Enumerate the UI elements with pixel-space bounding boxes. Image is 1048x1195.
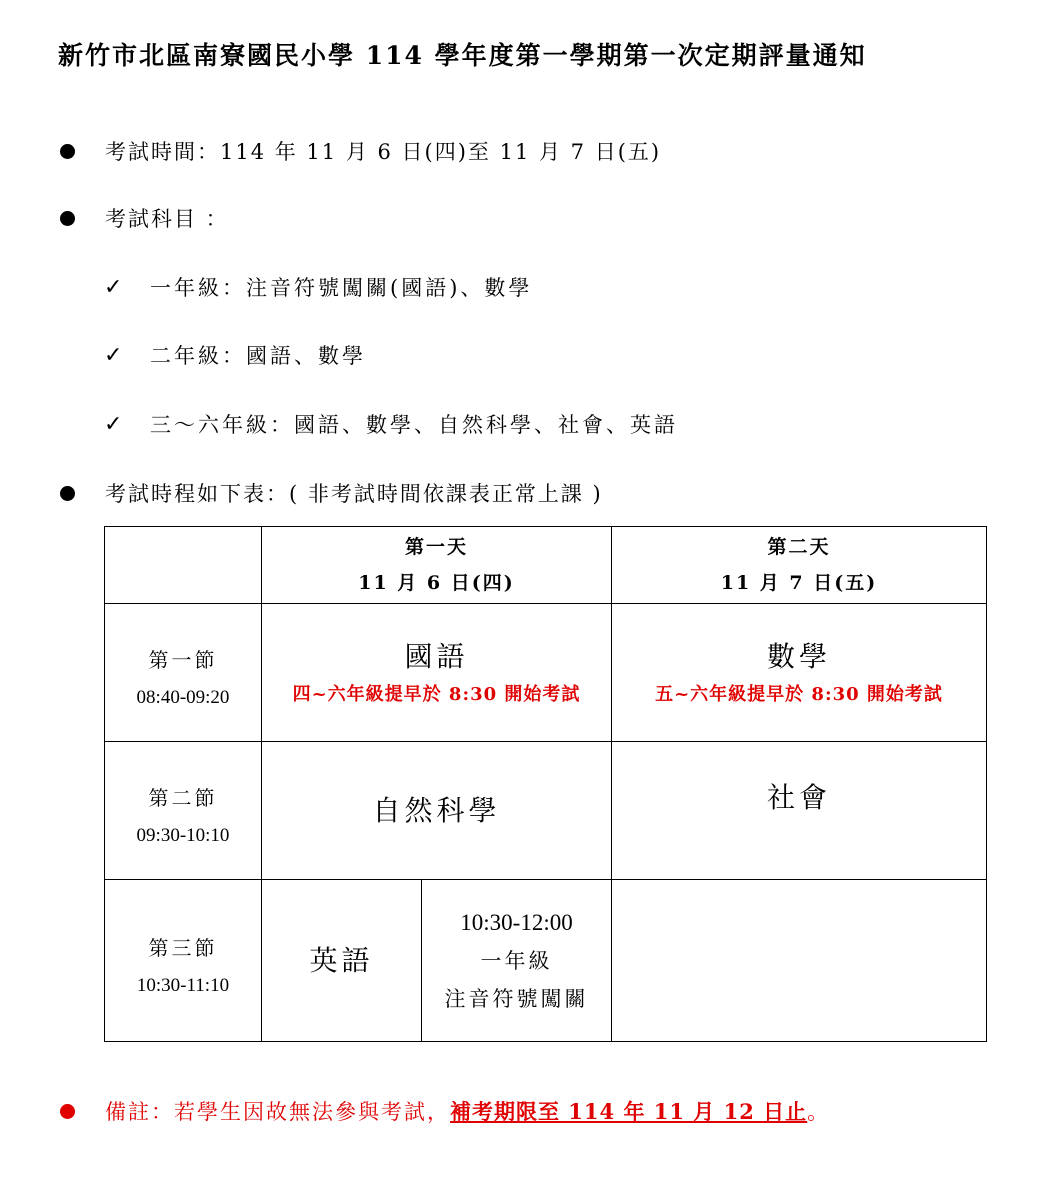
day1-date: 11 月 6 日(四) (358, 572, 515, 594)
schedule-heading-item (60, 478, 603, 508)
subject-name: 自然科學 (372, 793, 501, 827)
schedule-heading-text: 考試時程如下表：( 非考試時間依課表正常上課 ) (105, 482, 603, 506)
table-corner-cell (105, 527, 262, 604)
period-name: 第三節 (148, 935, 218, 960)
period2-day2-cell (612, 742, 987, 880)
day1-label: 第一天 (404, 536, 468, 558)
table-row-period3 (105, 880, 987, 1042)
table-row-period2 (105, 742, 987, 880)
period3-day1-english-cell (262, 880, 422, 1042)
period-name: 第二節 (148, 785, 218, 810)
early-start-note: 四~六年級提早於 8:30 開始考試 (292, 683, 581, 705)
bullet-icon (60, 144, 75, 159)
remark-suffix: 。 (807, 1100, 831, 1124)
period-time: 09:30-10:10 (136, 824, 230, 846)
exam-schedule-table (104, 526, 987, 1042)
period2-day1-cell (262, 742, 612, 880)
bullet-icon (60, 211, 75, 226)
period2-cell (105, 742, 262, 880)
period3-cell (105, 880, 262, 1042)
checkmark-icon: ✓ (104, 411, 123, 437)
subject-name: 社會 (766, 780, 831, 814)
day1-header-cell (262, 527, 612, 604)
table-header-row (105, 527, 987, 604)
exam-time-item (60, 136, 661, 166)
grade1-label: 一年級 (480, 948, 553, 973)
subject-name: 國語 (404, 639, 469, 673)
subject-line-grade3-6 (104, 409, 678, 439)
subject-name: 數學 (766, 639, 831, 673)
exam-time-text: 考試時間：114 年 11 月 6 日(四)至 11 月 7 日(五) (105, 140, 662, 164)
subject-line-grade1 (104, 272, 532, 302)
day2-header-cell (612, 527, 987, 604)
checkmark-icon: ✓ (104, 342, 123, 368)
table-row-period1 (105, 604, 987, 742)
period1-cell (105, 604, 262, 742)
early-start-note: 五~六年級提早於 8:30 開始考試 (655, 683, 943, 705)
subject-line-text: 三～六年級：國語、數學、自然科學、社會、英語 (150, 413, 678, 437)
period-time: 10:30-11:10 (136, 974, 230, 996)
bullet-icon (60, 1104, 75, 1119)
subject-line-text: 一年級：注音符號闖關(國語)、數學 (150, 276, 533, 300)
period1-day1-cell (262, 604, 612, 742)
day2-date: 11 月 7 日(五) (720, 572, 878, 594)
period-name: 第一節 (148, 647, 218, 672)
subject-name: 英語 (309, 943, 374, 977)
subject-line-text: 二年級：國語、數學 (150, 344, 366, 368)
checkmark-icon: ✓ (104, 274, 123, 300)
period-time: 08:40-09:20 (136, 686, 230, 708)
grade1-exam-time: 10:30-12:00 (460, 909, 573, 935)
period3-day2-cell (612, 880, 987, 1042)
grade1-subject: 注音符號闖關 (444, 986, 589, 1011)
day2-label: 第二天 (767, 536, 831, 558)
exam-subjects-item (60, 203, 229, 233)
remark-note (60, 1095, 830, 1127)
period3-day1-grade1-cell (422, 880, 612, 1042)
remark-prefix: 備註：若學生因故無法參與考試， (105, 1100, 450, 1124)
subject-line-grade2 (104, 340, 366, 370)
period1-day2-cell (612, 604, 987, 742)
bullet-icon (60, 486, 75, 501)
exam-subjects-heading: 考試科目 ： (105, 207, 229, 231)
remark-deadline: 補考期限至 114 年 11 月 12 日止 (450, 1099, 808, 1124)
page-title: 新竹市北區南寮國民小學 114 學年度第一學期第一次定期評量通知 (58, 41, 867, 70)
